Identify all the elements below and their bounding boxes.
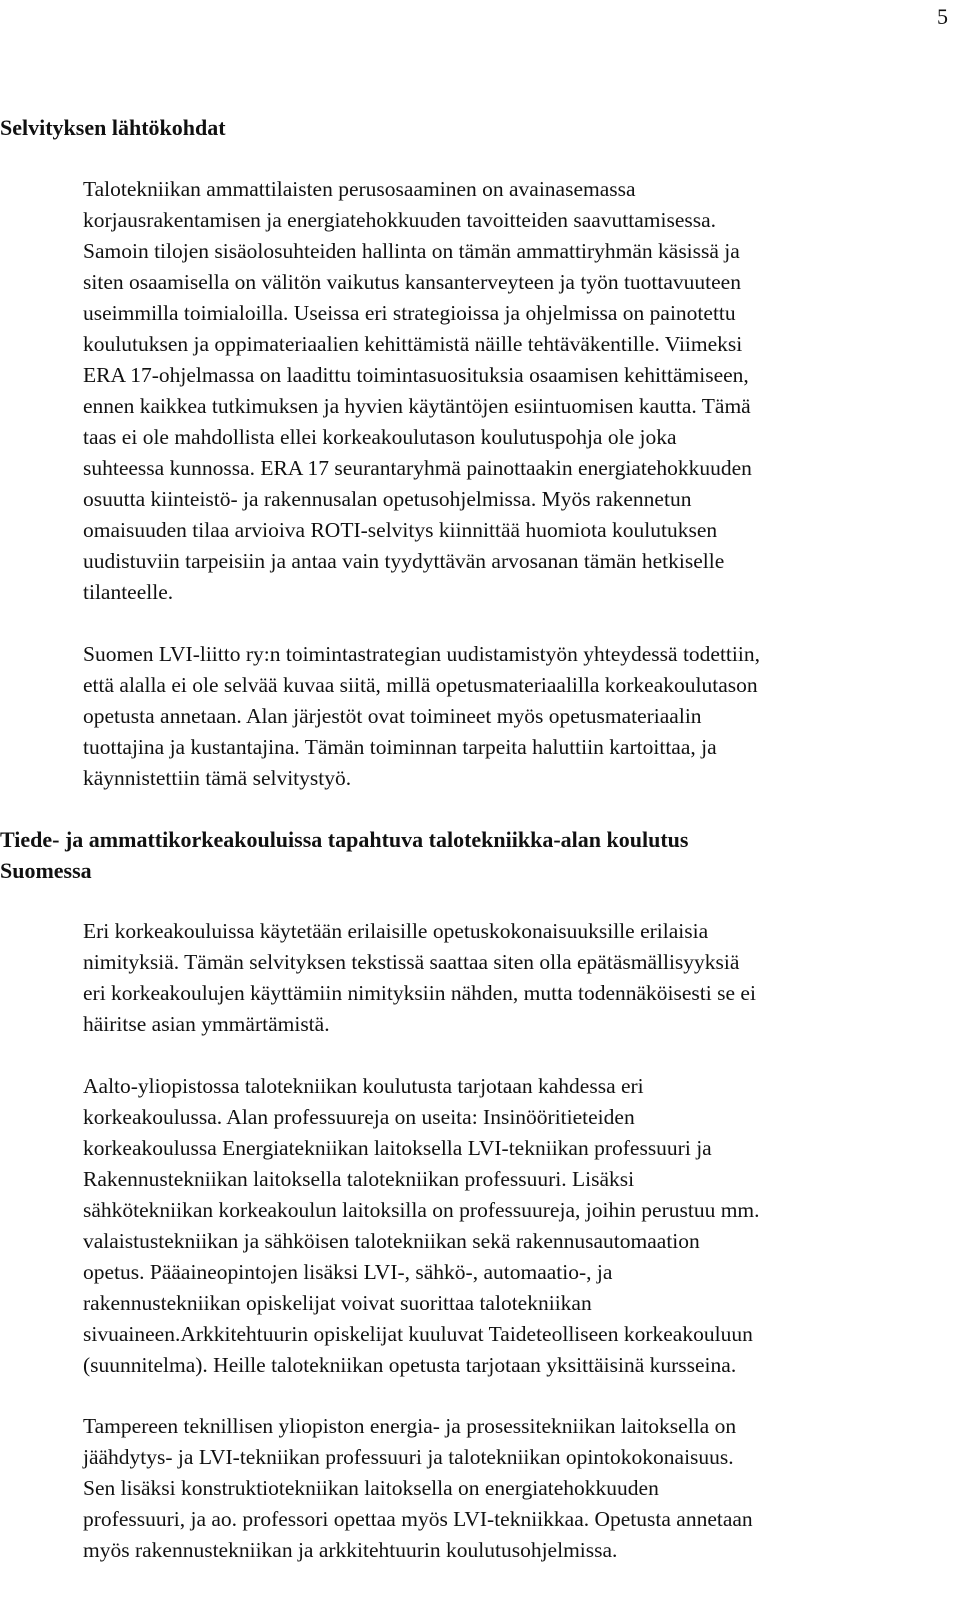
text-line: sähkötekniikan korkeakoulun laitoksilla on professuureja, joihin perustuu mm.: [83, 1198, 760, 1222]
text-line: että alalla ei ole selvää kuvaa siitä, millä opetusmateriaalilla korkeakoulutason: [83, 673, 758, 697]
paragraph-aalto-yliopisto: [83, 1071, 953, 1381]
paragraph-intro-1: [83, 174, 953, 608]
text-line: Samoin tilojen sisäolosuhteiden hallinta on tämän ammattiryhmän käsissä ja: [83, 239, 740, 263]
paragraph-intro-2: [83, 639, 953, 794]
text-line: opetus. Pääaineopintojen lisäksi LVI-, sähkö-, automaatio-, ja: [83, 1260, 613, 1284]
text-line: Rakennustekniikan laitoksella talotekniikan professuuri. Lisäksi: [83, 1167, 635, 1191]
text-line: suhteessa kunnossa. ERA 17 seurantaryhmä painottaakin energiatehokkuuden: [83, 456, 752, 480]
paragraph-nimitykset: [83, 916, 953, 1040]
text-line: sivuaineen.Arkkitehtuurin opiskelijat kuuluvat Taideteolliseen korkeakouluun: [83, 1322, 753, 1346]
text-line: häiritse asian ymmärtämistä.: [83, 1012, 330, 1036]
text-line: eri korkeakoulujen käyttämiin nimityksiin nähden, mutta todennäköisesti se ei: [83, 981, 756, 1005]
paragraph-tampere: [83, 1411, 953, 1566]
text-line: opetusta annetaan. Alan järjestöt ovat toimineet myös opetusmateriaalin: [83, 704, 702, 728]
text-line: Eri korkeakouluissa käytetään erilaisille opetuskokonaisuuksille erilaisia: [83, 919, 709, 943]
text-line: (suunnitelma). Heille talotekniikan opetusta tarjotaan yksittäisinä kursseina.: [83, 1353, 737, 1377]
section-heading-selvityksen-lahtokohdat: Selvityksen lähtökohdat: [0, 115, 226, 140]
text-line: koulutuksen ja oppimateriaalien kehittämistä näille tehtäväkentille. Viimeksi: [83, 332, 743, 356]
text-line: jäähdytys- ja LVI-tekniikan professuuri ja talotekniikan opintokokonaisuus.: [83, 1445, 734, 1469]
text-line: myös rakennustekniikan ja arkkitehtuurin koulutusohjelmissa.: [83, 1538, 618, 1562]
text-line: käynnistettiin tämä selvitystyö.: [83, 766, 352, 790]
text-line: rakennustekniikan opiskelijat voivat suorittaa talotekniikan: [83, 1291, 592, 1315]
text-line: ERA 17-ohjelmassa on laadittu toimintasuosituksia osaamisen kehittämiseen,: [83, 363, 749, 387]
text-line: ennen kaikkea tutkimuksen ja hyvien käytäntöjen esiintuomisen kautta. Tämä: [83, 394, 751, 418]
section-heading-koulutus-suomessa: [0, 824, 688, 886]
heading-line: Tiede- ja ammattikorkeakouluissa tapahtuva talotekniikka-alan koulutus: [0, 827, 689, 852]
text-line: valaistustekniikan ja sähköisen talotekniikan sekä rakennusautomaation: [83, 1229, 700, 1253]
text-line: Tampereen teknillisen yliopiston energia- ja prosessitekniikan laitoksella on: [83, 1414, 737, 1438]
text-line: korkeakoulussa Energiatekniikan laitoksella LVI-tekniikan professuuri ja: [83, 1136, 712, 1160]
text-line: omaisuuden tilaa arvioiva ROTI-selvitys kiinnittää huomiota koulutuksen: [83, 518, 718, 542]
text-line: korjausrakentamisen ja energiatehokkuuden tavoitteiden saavuttamisessa.: [83, 208, 717, 232]
text-line: nimityksiä. Tämän selvityksen tekstissä saattaa siten olla epätäsmällisyyksiä: [83, 950, 740, 974]
text-line: Sen lisäksi konstruktiotekniikan laitoksella on energiatehokkuuden: [83, 1476, 659, 1500]
text-line: Aalto-yliopistossa talotekniikan koulutusta tarjotaan kahdessa eri: [83, 1074, 644, 1098]
text-line: tilanteelle.: [83, 580, 174, 604]
text-line: uudistuviin tarpeisiin ja antaa vain tyydyttävän arvosanan tämän hetkiselle: [83, 549, 725, 573]
text-line: osuutta kiinteistö- ja rakennusalan opetusohjelmissa. Myös rakennetun: [83, 487, 692, 511]
text-line: taas ei ole mahdollista ellei korkeakoulutason koulutuspohja ole joka: [83, 425, 677, 449]
text-line: tuottajina ja kustantajina. Tämän toiminnan tarpeita haluttiin kartoittaa, ja: [83, 735, 717, 759]
text-line: useimmilla toimialoilla. Useissa eri strategioissa ja ohjelmissa on painotettu: [83, 301, 736, 325]
heading-line: Suomessa: [0, 858, 92, 883]
text-line: korkeakoulussa. Alan professuureja on useita: Insinööritieteiden: [83, 1105, 635, 1129]
text-line: professuuri, ja ao. professori opettaa myös LVI-tekniikkaa. Opetusta annetaan: [83, 1507, 753, 1531]
text-line: Suomen LVI-liitto ry:n toimintastrategian uudistamistyön yhteydessä todettiin,: [83, 642, 760, 666]
text-line: siten osaamisella on välitön vaikutus kansanterveyteen ja työn tuottavuuteen: [83, 270, 741, 294]
page-number: 5: [937, 4, 948, 29]
text-line: Talotekniikan ammattilaisten perusosaaminen on avainasemassa: [83, 177, 636, 201]
